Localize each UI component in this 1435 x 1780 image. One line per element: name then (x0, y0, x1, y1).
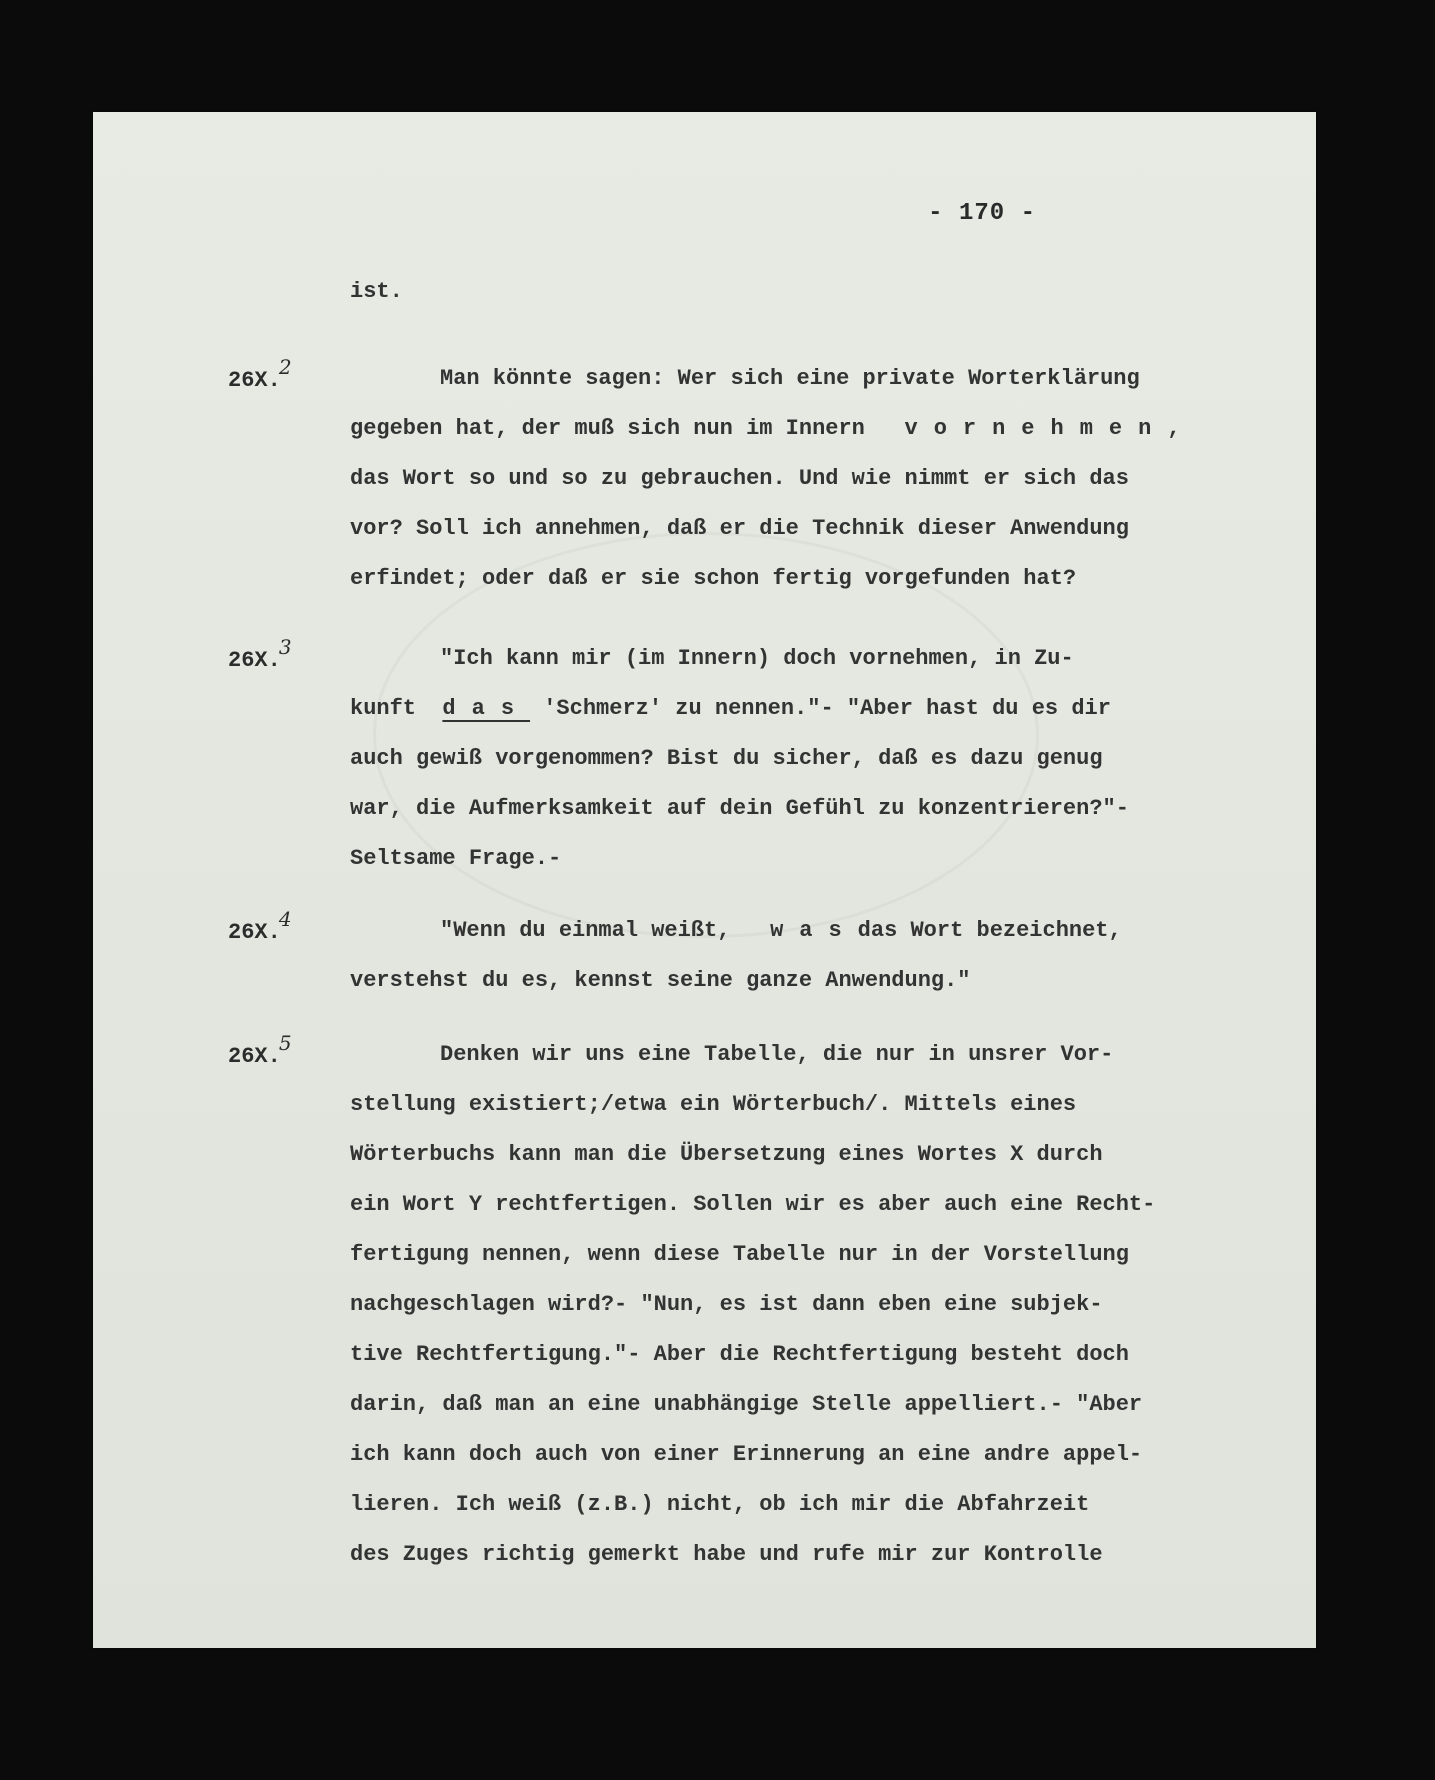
emphasis-word: das (442, 696, 531, 721)
section-1-text (350, 354, 1270, 604)
text-line: Seltsame Frage.- (350, 846, 562, 871)
intro-text (350, 267, 1270, 317)
handwritten-correction: 3 (278, 635, 292, 659)
handwritten-correction: 2 (278, 355, 292, 379)
text-line: Man könnte sagen: Wer sich eine private Worterklärung (440, 366, 1140, 391)
text-line: des Zuges richtig gemerkt habe und rufe mir zur Kontrolle (350, 1542, 1103, 1567)
text-line: darin, daß man an eine unabhängige Stelle appelliert.- "Aber (350, 1392, 1143, 1417)
text-line: verstehst du es, kennst seine ganze Anwendung." (350, 968, 971, 993)
text-line: ich kann doch auch von einer Erinnerung an eine andre appel- (350, 1442, 1143, 1467)
emphasis-word: was (770, 918, 858, 943)
section-3-text (350, 906, 1270, 1006)
section-number-1: 26X.2 (228, 355, 292, 393)
text-line: war, die Aufmerksamkeit auf dein Gefühl zu konzentrieren?"- (350, 796, 1129, 821)
text-line: das Wort so und so zu gebrauchen. Und wie nimmt er sich das (350, 466, 1129, 491)
section-4-text (350, 1030, 1270, 1580)
text-line: gegeben hat, der muß sich nun im Innern vornehmen, (350, 416, 1197, 441)
text-line: kunft das 'Schmerz' zu nennen."- "Aber hast du es dir (350, 696, 1111, 721)
text-line: "Wenn du einmal weißt, wasdas Wort bezeichnet, (440, 918, 1122, 943)
page-number: - 170 - (928, 200, 1036, 227)
text-line: ist. (350, 279, 403, 304)
section-number-2: 26X.3 (228, 635, 292, 673)
text-line: Denken wir uns eine Tabelle, die nur in unsrer Vor- (440, 1042, 1114, 1067)
text-line: "Ich kann mir (im Innern) doch vornehmen, in Zu- (440, 646, 1074, 671)
section-2-text (350, 634, 1270, 884)
text-line: fertigung nennen, wenn diese Tabelle nur in der Vorstellung (350, 1242, 1129, 1267)
text-line: Wörterbuchs kann man die Übersetzung eines Wortes X durch (350, 1142, 1103, 1167)
emphasis-word: vornehmen, (904, 416, 1197, 441)
text-line: erfindet; oder daß er sie schon fertig vorgefunden hat? (350, 566, 1077, 591)
section-number-4: 26X.5 (228, 1031, 292, 1069)
text-line: vor? Soll ich annehmen, daß er die Technik dieser Anwendung (350, 516, 1129, 541)
text-line: nachgeschlagen wird?- "Nun, es ist dann eben eine subjek- (350, 1292, 1103, 1317)
text-line: auch gewiß vorgenommen? Bist du sicher, daß es dazu genug (350, 746, 1103, 771)
section-number-3: 26X.4 (228, 907, 292, 945)
typescript-page (93, 112, 1316, 1648)
text-line: ein Wort Y rechtfertigen. Sollen wir es aber auch eine Recht- (350, 1192, 1156, 1217)
text-line: lieren. Ich weiß (z.B.) nicht, ob ich mir die Abfahrzeit (350, 1492, 1090, 1517)
text-line: tive Rechtfertigung."- Aber die Rechtfertigung besteht doch (350, 1342, 1129, 1367)
handwritten-correction: 4 (278, 907, 292, 931)
handwritten-correction: 5 (278, 1031, 292, 1055)
text-line: stellung existiert;/etwa ein Wörterbuch/. Mittels eines (350, 1092, 1077, 1117)
